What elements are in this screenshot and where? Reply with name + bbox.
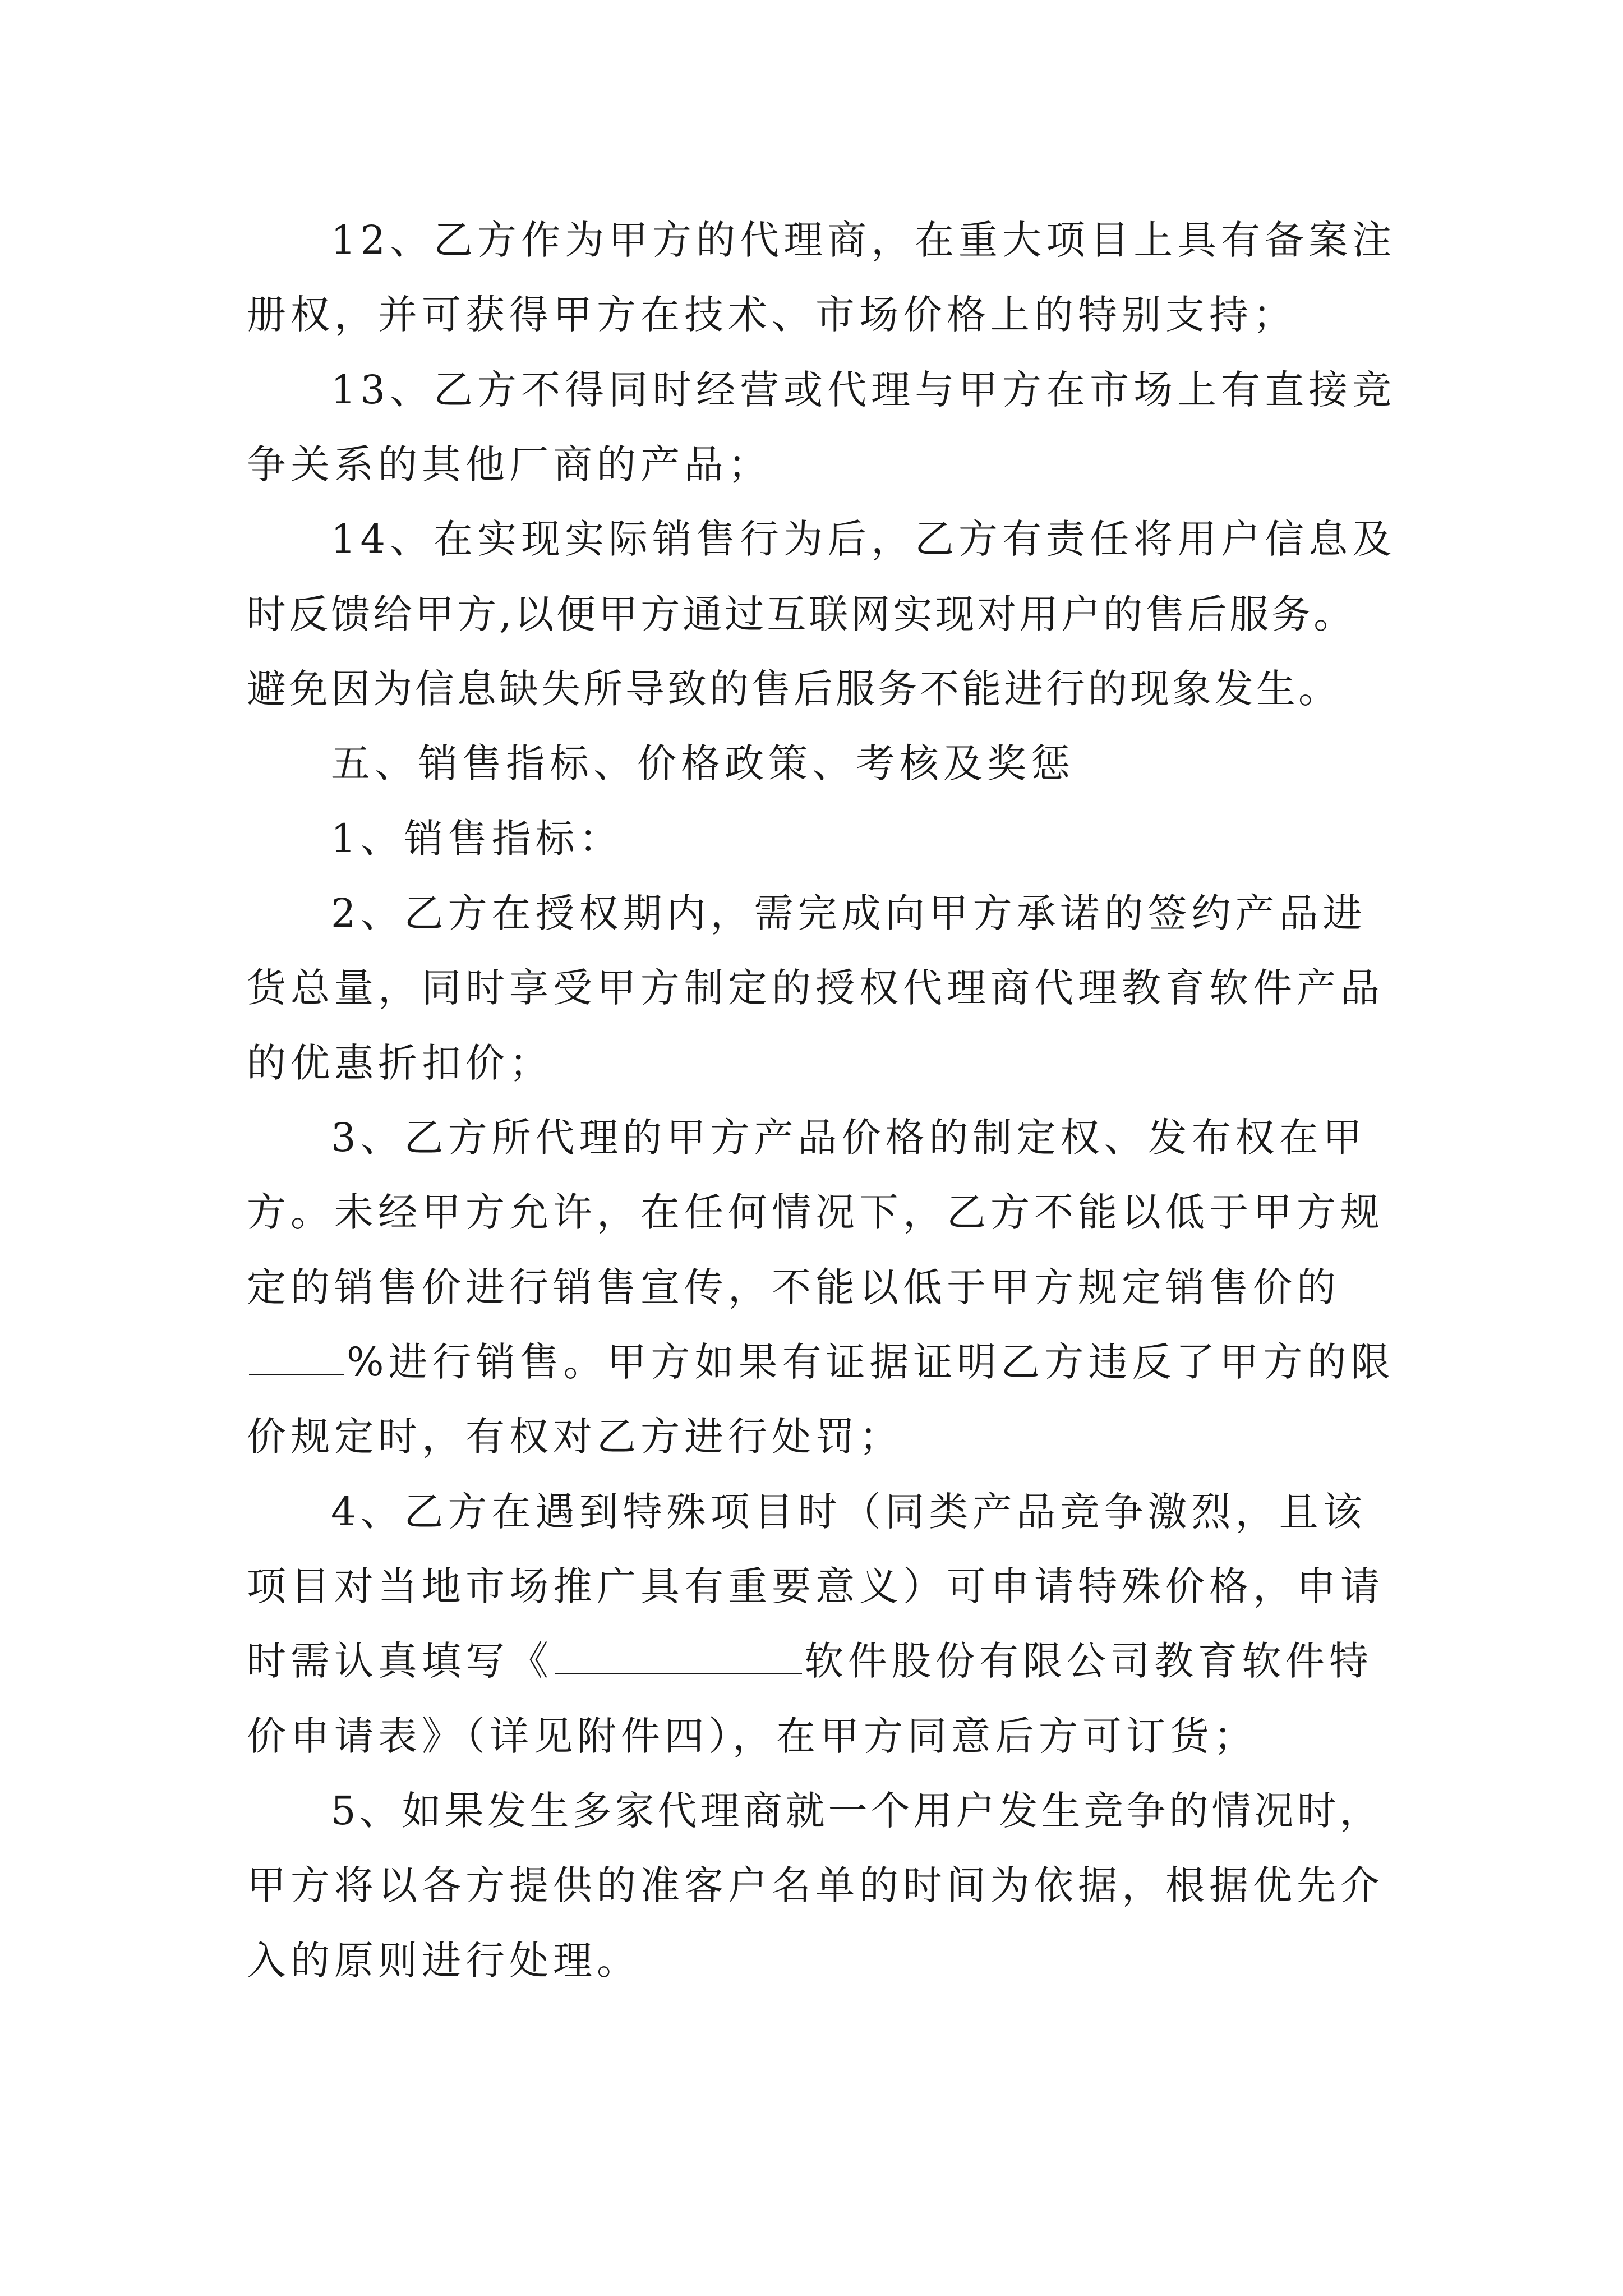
paragraph-4-line-4: 价申请表》（详见附件四），在甲方同意后方可订货；: [247, 1713, 1257, 1759]
paragraph-4-line-2: 项目对当地市场推广具有重要意义）可申请特殊价格，申请: [247, 1563, 1384, 1609]
paragraph-5-line-3: 入的原则进行处理。: [247, 1938, 640, 1984]
paragraph-3-line-5: 价规定时，有权对乙方进行处罚；: [247, 1414, 903, 1460]
paragraph-2-line-1: 2、乙方在授权期内，需完成向甲方承诺的签约产品进: [331, 890, 1367, 936]
paragraph-4-line-3: [247, 1633, 1373, 1689]
paragraph-2-line-3: 的优惠折扣价；: [247, 1040, 553, 1086]
paragraph-13-line-1: 13、乙方不得同时经营或代理与甲方在市场上有直接竞: [331, 367, 1396, 413]
percent-blank: [249, 1338, 344, 1375]
paragraph-3-line-4: [247, 1334, 1395, 1390]
paragraph-13-line-2: 争关系的其他厂商的产品；: [247, 441, 772, 487]
paragraph-14-line-2: 时反馈给甲方,以便甲方通过互联网实现对用户的售后服务。: [247, 591, 1356, 637]
paragraph-5-line-2: 甲方将以各方提供的准客户名单的时间为依据，根据优先介: [247, 1862, 1384, 1908]
paragraph-3-line-4-text: %进行销售。甲方如果有证据证明乙方违反了甲方的限: [347, 1339, 1395, 1385]
paragraph-4-line-3-start: 时需认真填写《: [247, 1638, 553, 1684]
paragraph-5-line-1: 5、如果发生多家代理商就一个用户发生竞争的情况时，: [331, 1788, 1382, 1834]
paragraph-14-line-3: 避免因为信息缺失所导致的售后服务不能进行的现象发生。: [247, 666, 1340, 712]
paragraph-4-line-1: 4、乙方在遇到特殊项目时（同类产品竞争激烈，且该: [331, 1489, 1367, 1535]
paragraph-14-line-1: 14、在实现实际销售行为后，乙方有责任将用户信息及: [331, 516, 1396, 562]
paragraph-12-line-1: 12、乙方作为甲方的代理商，在重大项目上具有备案注: [331, 217, 1396, 263]
paragraph-3-line-2: 方。未经甲方允许，在任何情况下，乙方不能以低于甲方规: [247, 1189, 1384, 1235]
paragraph-12-line-2: 册权，并可获得甲方在技术、市场价格上的特别支持；: [247, 292, 1297, 338]
paragraph-3-line-3: 定的销售价进行销售宣传，不能以低于甲方规定销售价的: [247, 1264, 1340, 1310]
item-1-heading: 1、销售指标：: [331, 816, 623, 862]
company-name-blank: [555, 1637, 802, 1674]
paragraph-4-line-3-end: 软件股份有限公司教育软件特: [804, 1638, 1373, 1684]
section-5-heading: 五、销售指标、价格政策、考核及奖惩: [331, 740, 1075, 786]
paragraph-3-line-1: 3、乙方所代理的甲方产品价格的制定权、发布权在甲: [331, 1115, 1367, 1161]
paragraph-2-line-2: 货总量，同时享受甲方制定的授权代理商代理教育软件产品: [247, 965, 1384, 1011]
